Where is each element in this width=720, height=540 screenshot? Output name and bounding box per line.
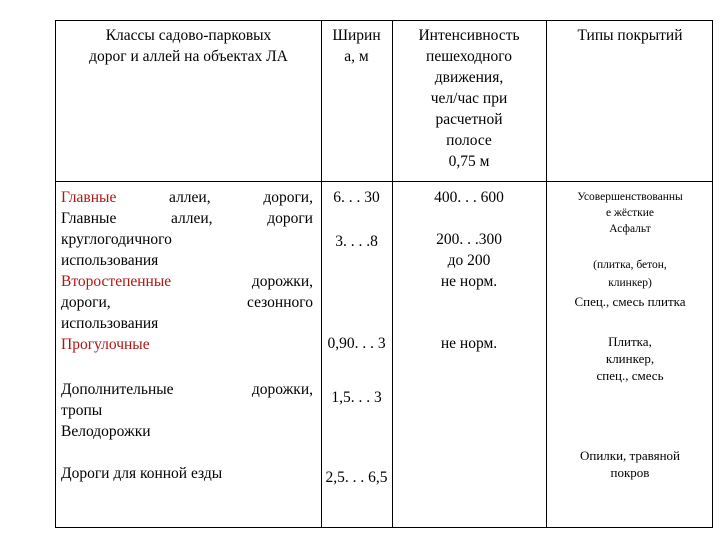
width-value: 1,5. . . 3 [331,389,382,406]
text-line: Главные аллеи, дороги, [61,189,313,206]
additional-paths-cell: Дополнительные дорожки, тропы Велодорожки [61,381,313,440]
header-road-classes: Классы садово-парковых дорог и аллей на объектах ЛА [89,27,288,65]
horse-roads-cell: Дороги для конной езды [61,465,223,482]
text-line: Второстепенные дорожки, [61,273,313,290]
road-classes-cell: Главные аллеи, дороги, Главные аллеи, дороги круглогодичного использования Второстепенные дорожки, дороги, сезонного использования Прогулочные [61,189,313,353]
road-classes-table [55,20,713,528]
column-divider [321,21,322,527]
width-value: 2,5. . . 6,5 [325,469,388,486]
covering-improved: Усовершенствованны е жёсткие Асфальт [577,191,683,235]
covering-walking: Плитка, клинкер, спец., смесь [596,334,664,383]
header-width: Ширин а, м [332,27,381,65]
covering-clinker: клинкер) [608,277,652,289]
covering-sawdust: Опилки, травяной покров [579,448,681,480]
text-line: дороги, сезонного [61,294,313,311]
intensity-value: 400. . . 600 [434,189,504,206]
intensity-value: не норм. [440,335,498,352]
covering-special: Спец., смесь плитка [574,294,686,309]
header-intensity: Интенсивность пешеходного движения, чел/час при расчетной полосе 0,75 м [418,27,520,170]
header-divider [56,181,712,182]
header-coverings: Типы покрытий [577,27,683,44]
intensity-block: 200. . .300 до 200 не норм. [436,231,502,290]
text-line: Главные аллеи, дороги [61,210,313,227]
width-value: 6. . . 30 [333,189,380,206]
width-value: 3. . . .8 [335,233,378,250]
text-line: Дополнительные дорожки, [61,381,313,398]
width-value: 0,90. . . 3 [327,335,386,352]
covering-tiles: (плитка, бетон, [593,259,667,271]
